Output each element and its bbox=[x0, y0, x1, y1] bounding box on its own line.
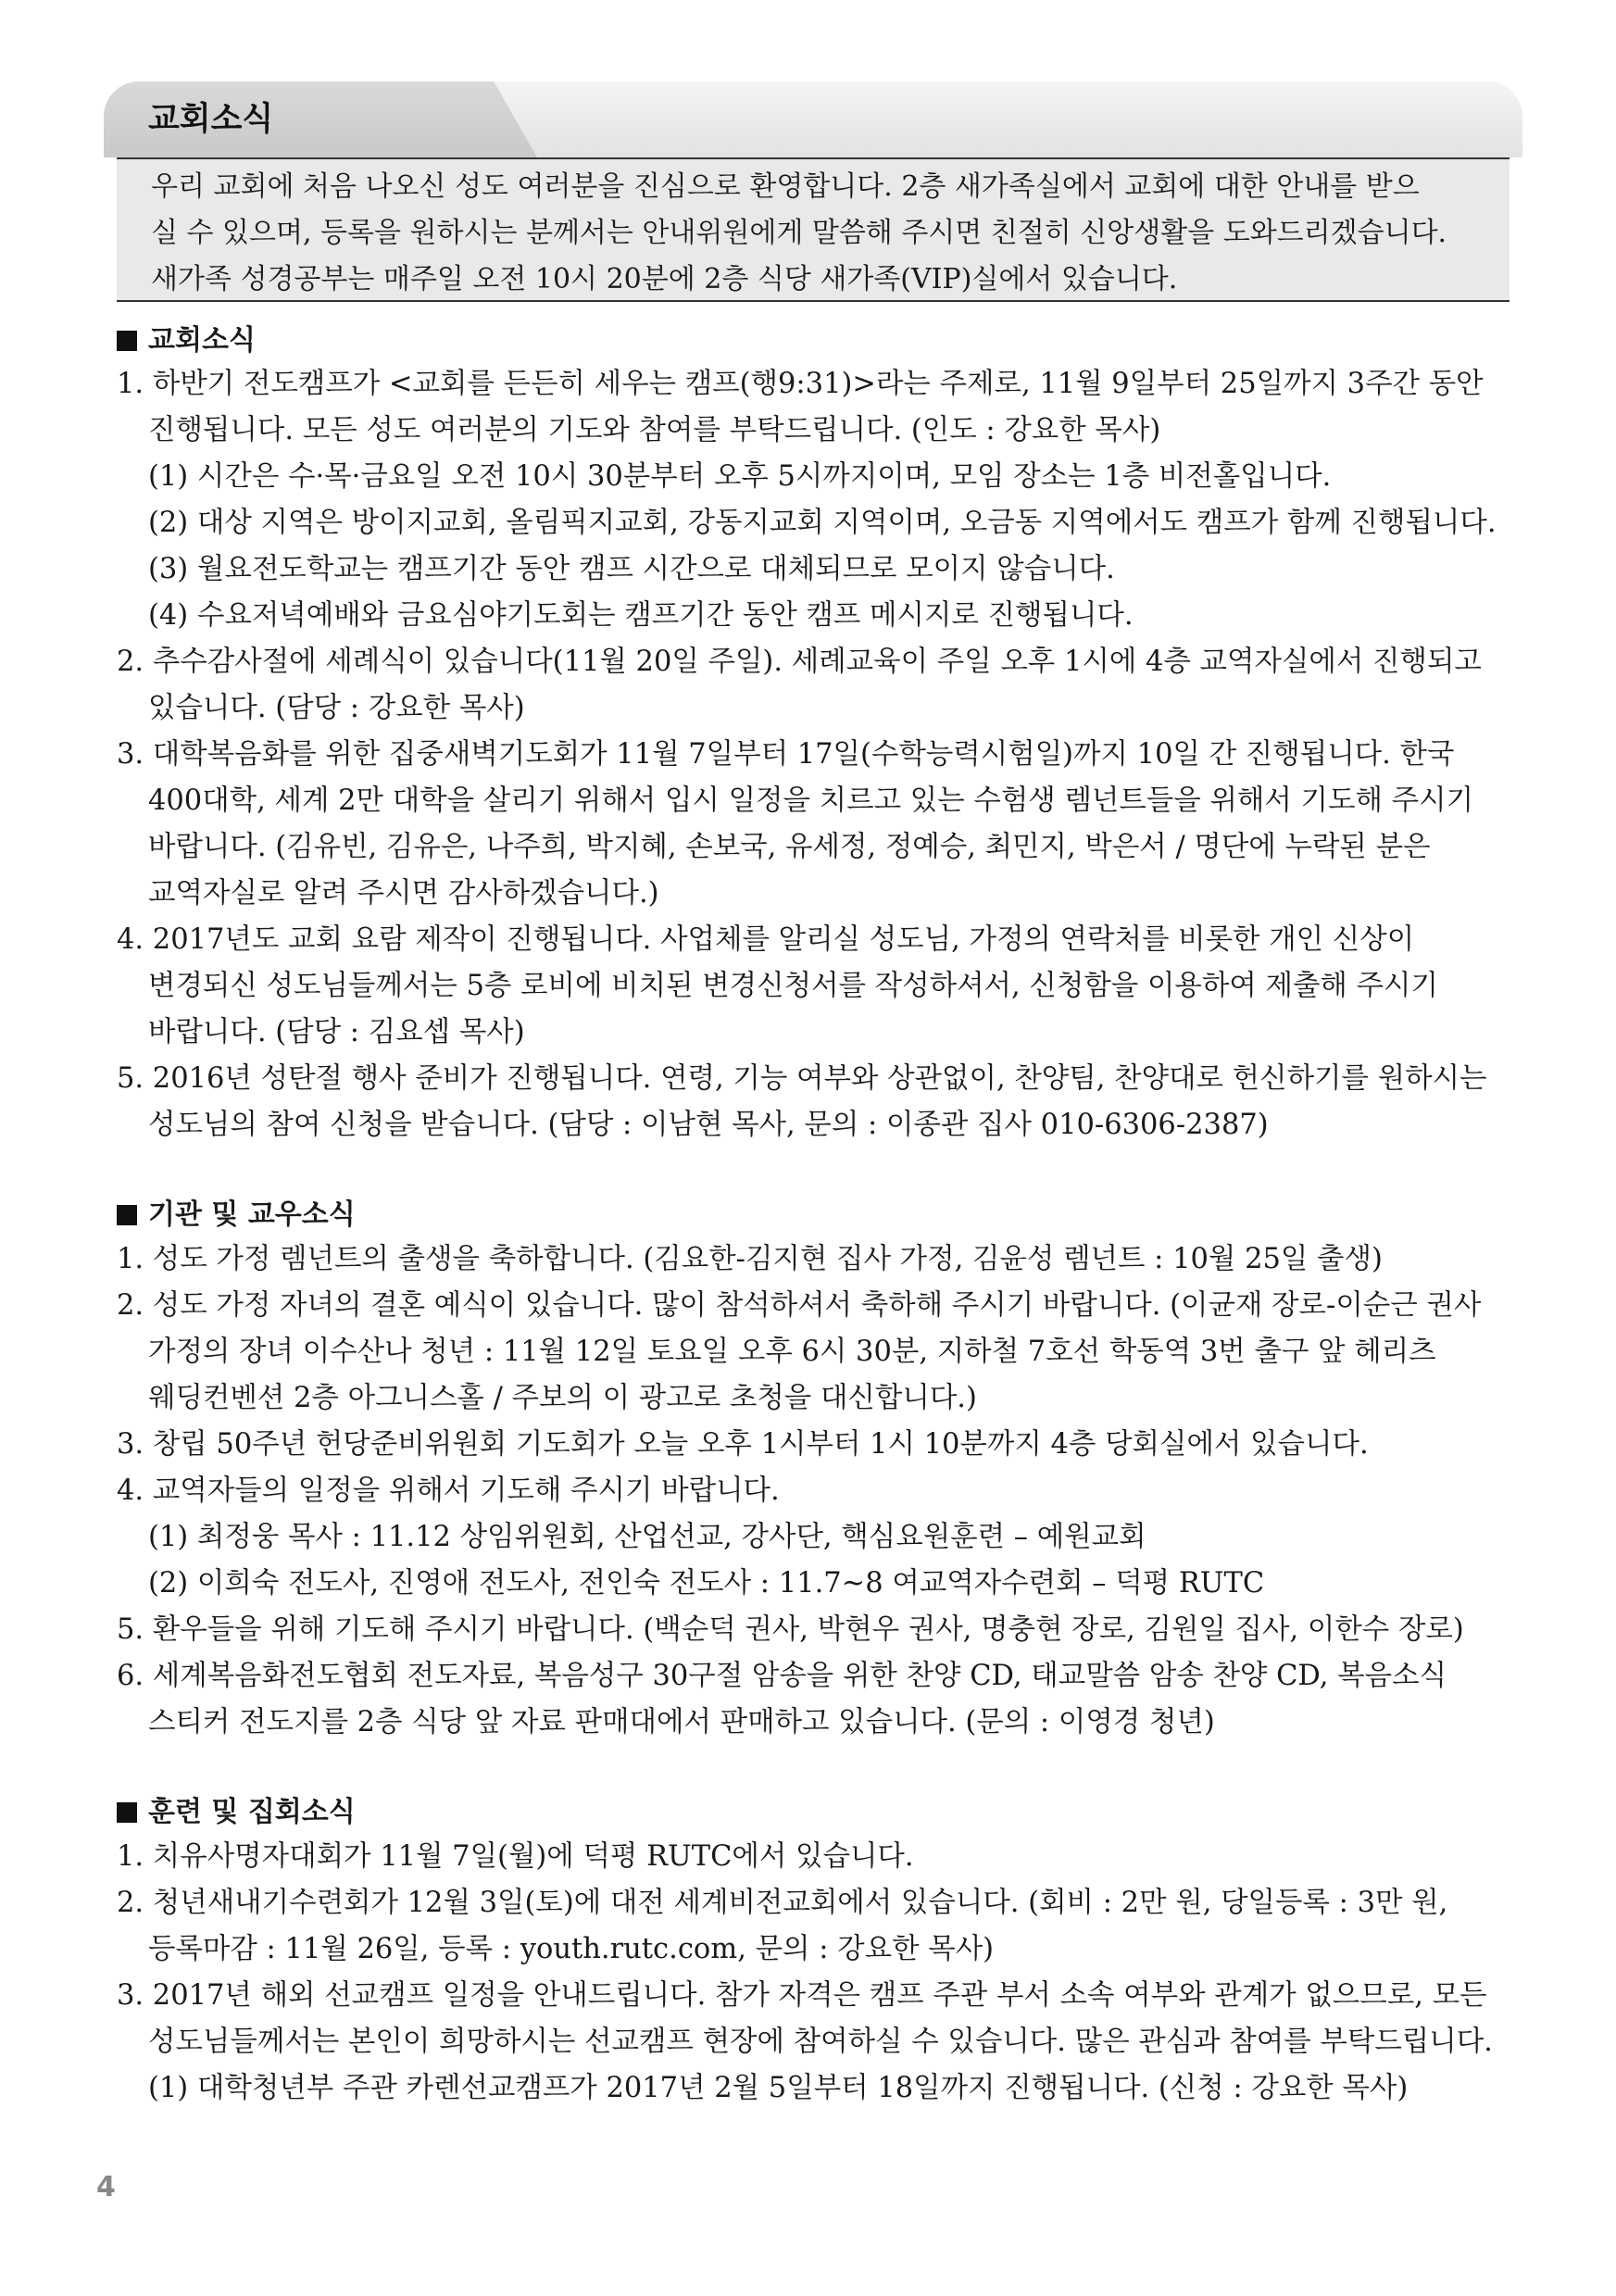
news-subitem: (1) 대학청년부 주관 카렌선교캠프가 2017년 2월 5일부터 18일까지 진행됩니다. (신청 : 강요한 목사) bbox=[148, 2072, 1409, 2104]
news-item: 1. 성도 가정 렘넌트의 출생을 축하합니다. (김요한-김지현 집사 가정, 김윤성 렘넌트 : 10월 25일 출생) bbox=[117, 1243, 1383, 1275]
news-subitem: (4) 수요저녁예배와 금요심야기도회는 캠프기간 동안 캠프 메시지로 진행됩니다. bbox=[148, 599, 1134, 632]
news-item: 4. 2017년도 교회 요람 제작이 진행됩니다. 사업체를 알리실 성도님, 가정의 연락처를 비롯한 개인 신상이 bbox=[117, 923, 1415, 956]
news-item: 바랍니다. (담당 : 김요셉 목사) bbox=[148, 1016, 525, 1048]
news-item: 성도님들께서는 본인이 희망하시는 선교캠프 현장에 참여하실 수 있습니다. 많은 관심과 참여를 부탁드립니다. bbox=[148, 2026, 1493, 2058]
section-title: 훈련 및 집회소식 bbox=[148, 1796, 356, 1828]
news-item: 성도님의 참여 신청을 받습니다. (담당 : 이남현 목사, 문의 : 이종관 집사 010-6306-2387) bbox=[148, 1109, 1269, 1141]
square-bullet-icon bbox=[117, 1802, 137, 1823]
news-item: 있습니다. (담당 : 강요한 목사) bbox=[148, 692, 525, 724]
page-title: 교회소식 bbox=[148, 101, 274, 138]
news-item: 바랍니다. (김유빈, 김유은, 나주희, 박지혜, 손보국, 유세정, 정예승, 최민지, 박은서 / 명단에 누락된 분은 bbox=[148, 831, 1431, 863]
news-item: 4. 교역자들의 일정을 위해서 기도해 주시기 바랍니다. bbox=[117, 1474, 780, 1507]
news-item: 가정의 장녀 이수산나 청년 : 11월 12일 토요일 오후 6시 30분, 지하철 7호선 학동역 3번 출구 앞 헤리츠 bbox=[148, 1336, 1436, 1368]
news-subitem: (1) 시간은 수·목·금요일 오전 10시 30분부터 오후 5시까지이며, 모임 장소는 1층 비전홀입니다. bbox=[148, 460, 1332, 493]
news-item: 400대학, 세계 2만 대학을 살리기 위해서 입시 일정을 치르고 있는 수험생 렘넌트들을 위해서 기도해 주시기 bbox=[148, 784, 1474, 817]
news-item: 2. 추수감사절에 세례식이 있습니다(11월 20일 주일). 세례교육이 주일 오후 1시에 4층 교역자실에서 진행되고 bbox=[117, 646, 1482, 678]
news-item: 변경되신 성도님들께서는 5층 로비에 비치된 변경신청서를 작성하셔서, 신청함을 이용하여 제출해 주시기 bbox=[148, 970, 1438, 1002]
news-subitem: (2) 대상 지역은 방이지교회, 올림픽지교회, 강동지교회 지역이며, 오금동 지역에서도 캠프가 함께 진행됩니다. bbox=[148, 507, 1497, 539]
section-heading-church-news bbox=[117, 320, 256, 361]
news-item: 스티커 전도지를 2층 식당 앞 자료 판매대에서 판매하고 있습니다. (문의 : 이영경 청년) bbox=[148, 1706, 1215, 1738]
news-item: 1. 하반기 전도캠프가 <교회를 든든히 세우는 캠프(행9:31)>라는 주제로, 11월 9일부터 25일까지 3주간 동안 bbox=[117, 368, 1484, 400]
news-subitem: (1) 최정웅 목사 : 11.12 상임위원회, 산업선교, 강사단, 핵심요원훈련 – 예원교회 bbox=[148, 1521, 1146, 1553]
news-item: 3. 대학복음화를 위한 집중새벽기도회가 11월 7일부터 17일(수학능력시험일)까지 10일 간 진행됩니다. 한국 bbox=[117, 738, 1455, 771]
section-title: 교회소식 bbox=[148, 324, 256, 357]
news-item: 2. 청년새내기수련회가 12월 3일(토)에 대전 세계비전교회에서 있습니다. (회비 : 2만 원, 당일등록 : 3만 원, bbox=[117, 1887, 1448, 1919]
section-heading-training bbox=[117, 1792, 356, 1833]
welcome-line: 새가족 성경공부는 매주일 오전 10시 20분에 2층 식당 새가족(VIP)실에서 있습니다. bbox=[151, 263, 1178, 295]
square-bullet-icon bbox=[117, 331, 137, 351]
page-number: 4 bbox=[96, 2171, 116, 2203]
news-item: 교역자실로 알려 주시면 감사하겠습니다.) bbox=[148, 877, 659, 910]
news-item: 3. 창립 50주년 헌당준비위원회 기도회가 오늘 오후 1시부터 1시 10분까지 4층 당회실에서 있습니다. bbox=[117, 1428, 1369, 1461]
news-item: 5. 환우들을 위해 기도해 주시기 바랍니다. (백순덕 권사, 박현우 권사, 명충현 장로, 김원일 집사, 이한수 장로) bbox=[117, 1613, 1464, 1646]
square-bullet-icon bbox=[117, 1205, 137, 1225]
news-subitem: (3) 월요전도학교는 캠프기간 동안 캠프 시간으로 대체되므로 모이지 않습니다. bbox=[148, 553, 1115, 585]
welcome-line: 실 수 있으며, 등록을 원하시는 분께서는 안내위원에게 말씀해 주시면 친절히 신앙생활을 도와드리겠습니다. bbox=[151, 217, 1447, 249]
news-item: 5. 2016년 성탄절 행사 준비가 진행됩니다. 연령, 기능 여부와 상관없이, 찬양팀, 찬양대로 헌신하기를 원하시는 bbox=[117, 1062, 1487, 1095]
news-subitem: (2) 이희숙 전도사, 진영애 전도사, 전인숙 전도사 : 11.7~8 여교역자수련회 – 덕평 RUTC bbox=[148, 1567, 1265, 1600]
news-item: 등록마감 : 11월 26일, 등록 : youth.rutc.com, 문의 : 강요한 목사) bbox=[148, 1933, 995, 1965]
section-title: 기관 및 교우소식 bbox=[148, 1198, 356, 1231]
news-item: 6. 세계복음화전도협회 전도자료, 복음성구 30구절 암송을 위한 찬양 CD, 태교말씀 암송 찬양 CD, 복음소식 bbox=[117, 1660, 1447, 1692]
news-item: 진행됩니다. 모든 성도 여러분의 기도와 참여를 부탁드립니다. (인도 : 강요한 목사) bbox=[148, 414, 1161, 446]
news-item: 1. 치유사명자대회가 11월 7일(월)에 덕평 RUTC에서 있습니다. bbox=[117, 1840, 914, 1873]
news-item: 3. 2017년 해외 선교캠프 일정을 안내드립니다. 참가 자격은 캠프 주관 부서 소속 여부와 관계가 없으므로, 모든 bbox=[117, 1979, 1487, 2012]
news-item: 웨딩컨벤션 2층 아그니스홀 / 주보의 이 광고로 초청을 대신합니다.) bbox=[148, 1382, 977, 1414]
news-item: 2. 성도 가정 자녀의 결혼 예식이 있습니다. 많이 참석하셔서 축하해 주시기 바랍니다. (이균재 장로-이순근 권사 bbox=[117, 1289, 1482, 1322]
welcome-line: 우리 교회에 처음 나오신 성도 여러분을 진심으로 환영합니다. 2층 새가족실에서 교회에 대한 안내를 받으 bbox=[151, 170, 1420, 203]
section-heading-organizations bbox=[117, 1195, 356, 1236]
